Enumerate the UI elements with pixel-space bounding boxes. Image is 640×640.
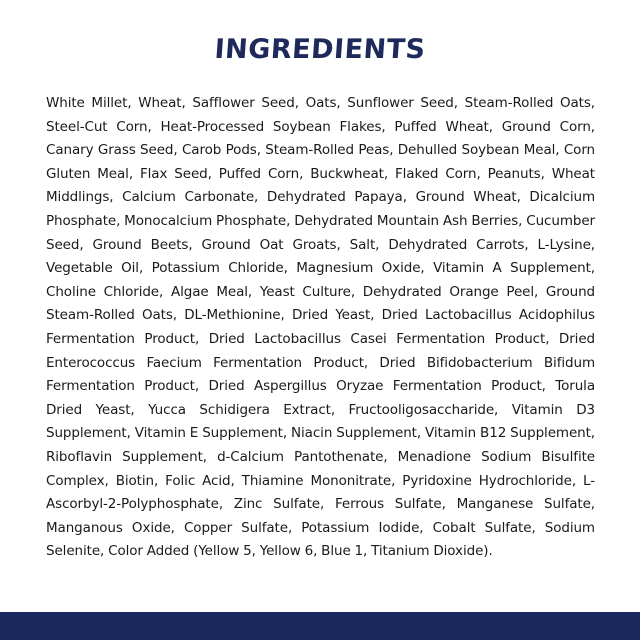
footer-bar	[0, 612, 640, 640]
page-title: INGREDIENTS	[213, 34, 427, 65]
ingredients-list: White Millet, Wheat, Safflower Seed, Oats, Sunflower Seed, Steam-Rolled Oats, Steel-Cut Corn, Heat-Processed Soybean Flakes, Puffed Wheat, Ground Corn, Canary Grass Seed, Carob Pods, Steam-Rolled Peas, Dehulled Soybean Meal, Corn Gluten Meal, Flax Seed, Puffed Corn, Buckwheat, Flaked Corn, Peanuts, Wheat Middlings, Calcium Carbonate, Dehydrated Papaya, Ground Wheat, Dicalcium Phosphate, Monocalcium Phosphate, Dehydrated Mountain Ash Berries, Cucumber Seed, Ground Beets, Ground Oat Groats, Salt, Dehydrated Carrots, L-Lysine, Vegetable Oil, Potassium Chloride, Magnesium Oxide, Vitamin A Supplement, Choline Chloride, Algae Meal, Yeast Culture, Dehydrated Orange Peel, Ground Steam-Rolled Oats, DL-Methionine, Dried Yeast, Dried Lactobacillus Acidophilus Fermentation Product, Dried Lactobacillus Casei Fermentation Product, Dried Enterococcus Faecium Fermentation Product, Dried Bifidobacterium Bifidum Fermentation Product, Dried Aspergillus Oryzae Fermentation Product, Torula Dried Yeast, Yucca Schidigera Extract, Fructooligosaccharide, Vitamin D3 Supplement, Vitamin E Supplement, Niacin Supplement, Vitamin B12 Supplement, Riboflavin Supplement, d-Calcium Pantothenate, Menadione Sodium Bisulfite Complex, Biotin, Folic Acid, Thiamine Mononitrate, Pyridoxine Hydrochloride, L-Ascorbyl-2-Polyphosphate, Zinc Sulfate, Ferrous Sulfate, Manganese Sulfate, Manganous Oxide, Copper Sulfate, Potassium Iodide, Cobalt Sulfate, Sodium Selenite, Color Added (Yellow 5, Yellow 6, Blue 1, Titanium Dioxide).	[46, 95, 595, 560]
